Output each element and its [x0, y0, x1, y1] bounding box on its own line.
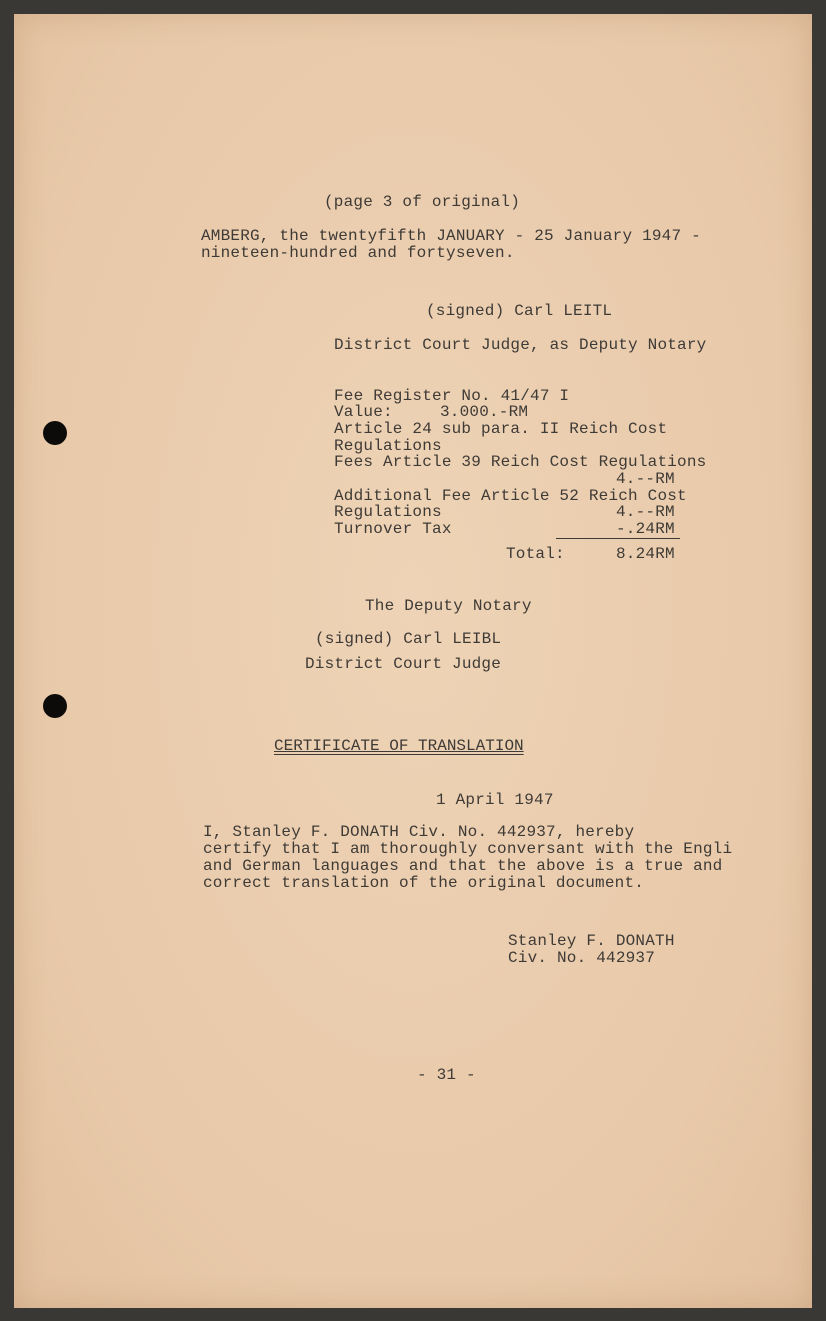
- signature-leitl: (signed) Carl LEITL: [426, 302, 613, 320]
- certificate-body-line-3: and German languages and that the above is a true and: [203, 857, 723, 875]
- additional-fee-line-1: Additional Fee Article 52 Reich Cost: [334, 487, 687, 505]
- fees-article-39: Fees Article 39 Reich Cost Regulations: [334, 453, 707, 471]
- value-amount: 3.000.-RM: [440, 403, 529, 421]
- signature-leibl: (signed) Carl LEIBL: [315, 630, 502, 648]
- article-24-line-2: Regulations: [334, 437, 442, 455]
- certificate-body-line-2: certify that I am thoroughly conversant with the Engli: [203, 840, 733, 858]
- translator-civ-no: Civ. No. 442937: [508, 949, 656, 967]
- certificate-body-line-1: I, Stanley F. DONATH Civ. No. 442937, hereby: [203, 823, 635, 841]
- dateline-line-2: nineteen-hundred and fortyseven.: [201, 244, 515, 262]
- certificate-body-line-4: correct translation of the original document.: [203, 874, 645, 892]
- turnover-tax-label: Turnover Tax: [334, 520, 452, 538]
- value-label: Value:: [334, 403, 393, 421]
- additional-fee-amount: 4.--RM: [616, 503, 675, 521]
- deputy-notary: The Deputy Notary: [365, 597, 532, 615]
- certificate-heading: CERTIFICATE OF TRANSLATION: [274, 737, 524, 755]
- translator-name: Stanley F. DONATH: [508, 932, 675, 950]
- article-24-line-1: Article 24 sub para. II Reich Cost: [334, 420, 668, 438]
- additional-fee-line-2: Regulations: [334, 503, 442, 521]
- document-page: [14, 14, 812, 1308]
- judge-title-2: District Court Judge: [305, 655, 502, 673]
- total-amount: 8.24RM: [616, 545, 675, 563]
- total-rule: [556, 538, 680, 539]
- page-number: - 31 -: [417, 1066, 476, 1084]
- fee-register: Fee Register No. 41/47 I: [334, 387, 570, 405]
- certificate-date: 1 April 1947: [436, 791, 554, 809]
- punch-hole-top: [43, 421, 67, 445]
- dateline-line-1: AMBERG, the twentyfifth JANUARY - 25 January 1947 -: [201, 227, 701, 245]
- punch-hole-bottom: [43, 694, 67, 718]
- total-label: Total:: [506, 545, 565, 563]
- turnover-tax-amount: -.24RM: [616, 520, 675, 538]
- judge-title: District Court Judge, as Deputy Notary: [334, 336, 707, 354]
- fees-article-39-amount: 4.--RM: [616, 470, 675, 488]
- page-reference: (page 3 of original): [324, 193, 521, 211]
